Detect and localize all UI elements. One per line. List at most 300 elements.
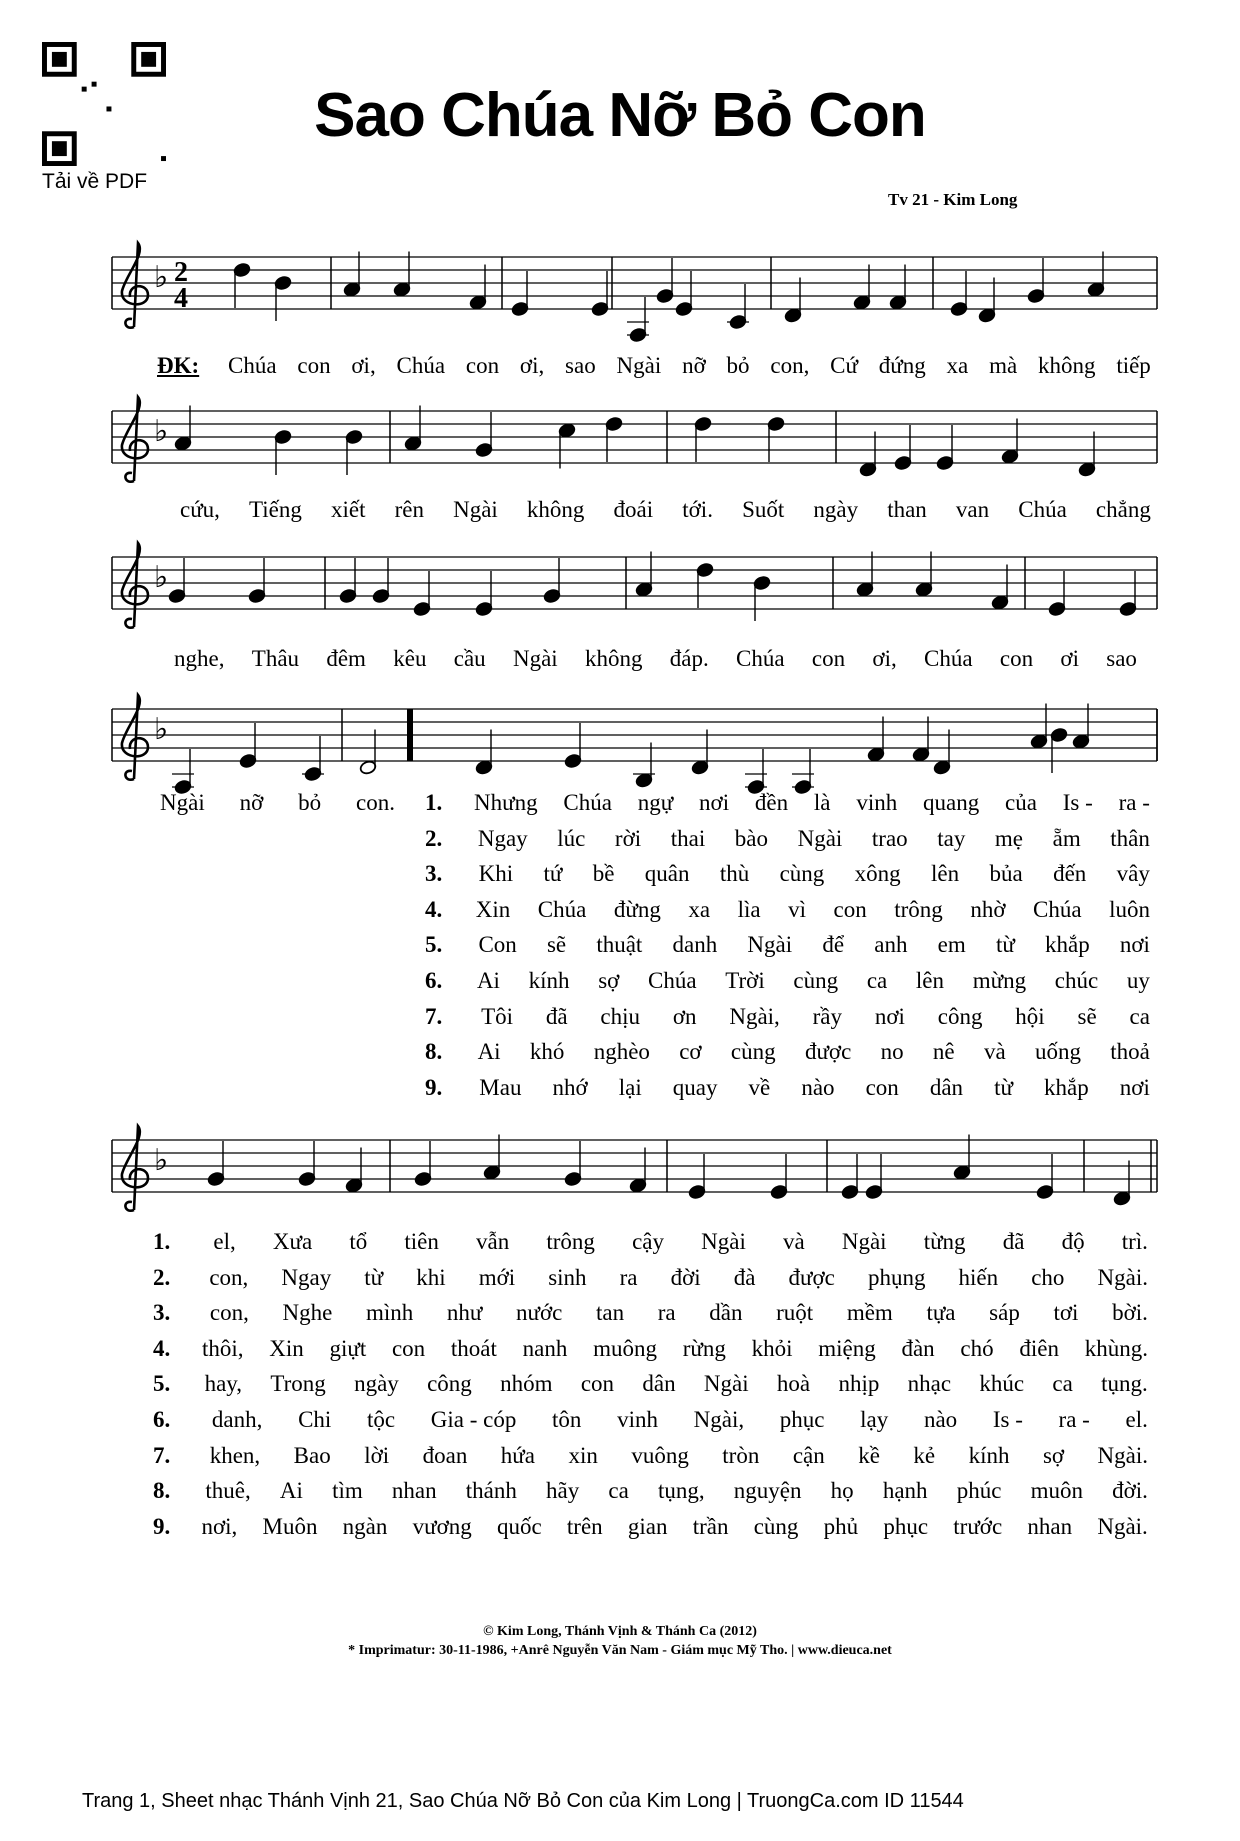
lyric-syllable: ơi, — [519, 353, 545, 378]
lyric-syllable: ngày — [354, 1371, 399, 1397]
note-head — [635, 582, 653, 597]
note-head — [629, 327, 647, 342]
lyric-syllable: nơi, — [201, 1513, 238, 1539]
lyric-syllable: uy — [1126, 968, 1150, 993]
note-head — [978, 308, 996, 323]
lyric-syllable: sẽ — [546, 932, 567, 958]
lyric-syllable: rời — [614, 825, 642, 851]
lyric-syllable: kề — [858, 1442, 880, 1468]
note-head — [1119, 601, 1137, 616]
lyric-syllable: cứu, — [180, 497, 220, 522]
imprimatur-text: * Imprimatur: 30-11-1986, +Anrê Nguyễn Văn Nam - Giám mục Mỹ Tho. | www.dieuca.net — [348, 1643, 892, 1658]
lyric-syllable: xông — [854, 861, 901, 887]
note-head — [635, 773, 653, 788]
treble-clef-icon — [122, 397, 148, 482]
download-pdf-link[interactable]: Tải về PDF — [42, 170, 148, 193]
note-head — [345, 429, 363, 444]
lyric-syllable: ra - — [1118, 790, 1150, 815]
lyric-syllable: vinh — [856, 790, 898, 815]
note-head — [889, 295, 907, 310]
lyric-syllable: van — [955, 497, 990, 522]
note-head — [239, 753, 257, 768]
lyric-syllable: danh — [672, 932, 718, 958]
lyric-syllable: đà — [733, 1264, 756, 1290]
lyric-syllable: trên — [566, 1513, 603, 1539]
lyric-syllable: thù — [719, 861, 750, 887]
lyric-syllable: nhạc — [907, 1371, 952, 1397]
lyric-syllable: ngàn — [342, 1513, 388, 1539]
lyric-syllable: vì — [788, 896, 806, 922]
lyric-syllable: chẳng — [1095, 497, 1151, 522]
lyric-syllable: trao — [871, 825, 908, 851]
lyric-syllable: mà — [989, 353, 1018, 378]
lyric-syllable: Chúa — [648, 968, 697, 993]
verse-line — [153, 1228, 1148, 1256]
lyric-syllable: nhóm — [500, 1371, 553, 1397]
note-head — [841, 1184, 859, 1199]
lyric-syllable: họ — [830, 1478, 854, 1504]
lyric-syllable: lìa — [737, 896, 761, 922]
note-head — [915, 582, 933, 597]
verse-line — [153, 1264, 1148, 1292]
lyric-syllable: chó — [960, 1335, 994, 1361]
lyric-syllable: con, — [209, 1264, 249, 1290]
lyric-syllable: thôi, — [201, 1335, 244, 1361]
verse-number: 9. — [425, 1074, 443, 1100]
lyric-syllable: nhan — [1027, 1513, 1073, 1539]
lyric-syllable: gian — [627, 1513, 668, 1539]
lyric-syllable: dần — [709, 1300, 743, 1326]
note-head — [691, 760, 709, 775]
lyric-syllable: cầu — [453, 646, 486, 671]
lyric-syllable: vinh — [617, 1407, 658, 1432]
lyric-syllable: mới — [478, 1264, 516, 1290]
lyric-syllable: tứ — [543, 861, 563, 887]
lyric-syllable: khen, — [209, 1442, 261, 1468]
lyric-syllable: sẽ — [1077, 1003, 1097, 1029]
lyric-syllable: tiên — [404, 1229, 439, 1254]
lyric-syllable: con — [391, 1335, 426, 1361]
verse-line — [153, 1335, 1148, 1363]
lyric-syllable: sinh — [548, 1264, 587, 1290]
lyric-syllable: nhớ — [552, 1074, 588, 1100]
lyric-syllable: tôn — [552, 1407, 582, 1432]
lyric-syllable: miệng — [818, 1335, 876, 1361]
lyric-syllable: vương — [412, 1513, 472, 1539]
lyric-syllable: nào — [923, 1407, 958, 1432]
note-head — [605, 416, 623, 431]
lyric-syllable: từng — [923, 1229, 966, 1254]
lyric-syllable: kẻ — [913, 1442, 936, 1468]
lyric-syllable: khúc — [979, 1371, 1025, 1397]
refrain-line — [160, 789, 395, 817]
lyric-syllable: quay — [672, 1074, 718, 1100]
lyric-syllable: mẹ — [994, 825, 1024, 851]
note-head — [991, 595, 1009, 610]
lyric-syllable: thân — [1110, 825, 1150, 851]
lyric-syllable: Ngài, — [693, 1407, 745, 1432]
lyric-syllable: đến — [1053, 861, 1087, 887]
lyric-syllable: đã — [1002, 1229, 1025, 1254]
lyric-syllable: đoái — [613, 497, 654, 522]
lyric-syllable: Gia - cóp — [430, 1407, 517, 1432]
lyric-syllable: than — [887, 497, 927, 522]
note-head — [953, 1165, 971, 1180]
lyric-syllable: đêm — [326, 646, 366, 671]
lyric-syllable: đã — [545, 1003, 568, 1029]
lyric-syllable: bào — [734, 825, 769, 851]
lyric-syllable: Thâu — [251, 646, 300, 671]
lyric-syllable: Tôi — [481, 1003, 514, 1029]
note-head — [1113, 1191, 1131, 1206]
lyric-syllable: Ngài — [160, 790, 205, 815]
lyric-syllable: lên — [931, 861, 960, 887]
lyric-syllable: được — [804, 1039, 852, 1065]
lyric-syllable: khỏi — [751, 1335, 793, 1361]
note-head — [859, 462, 877, 477]
lyric-syllable: hiến — [958, 1264, 999, 1290]
page-caption: Trang 1, Sheet nhạc Thánh Vịnh 21, Sao Chúa Nỡ Bỏ Con của Kim Long | TruongCa.com ID 11544 — [82, 1790, 964, 1812]
verse-number: 6. — [425, 968, 443, 993]
lyric-syllable: trông — [546, 1229, 595, 1254]
note-head — [856, 582, 874, 597]
lyric-syllable: đoan — [422, 1442, 468, 1468]
lyric-syllable: là — [813, 790, 831, 815]
note-head — [168, 588, 186, 603]
lyric-syllable: từ — [995, 932, 1015, 958]
verse-line — [425, 896, 1150, 924]
lyric-syllable: no — [880, 1039, 904, 1065]
lyric-syllable: ẵm — [1052, 825, 1081, 851]
verse-line — [153, 1513, 1148, 1541]
lyric-syllable: nước — [516, 1300, 563, 1326]
verse-number: 5. — [425, 932, 443, 958]
lyric-syllable: công — [937, 1003, 983, 1029]
note-head — [729, 314, 747, 329]
note-head — [950, 301, 968, 316]
lyric-syllable: tụng. — [1101, 1371, 1148, 1397]
note-head — [511, 301, 529, 316]
lyric-syllable: Ngài — [703, 1371, 749, 1397]
staff-system — [0, 537, 1240, 627]
verse-number: 1. — [425, 790, 443, 815]
note-head — [656, 288, 674, 303]
lyric-syllable: thai — [670, 825, 706, 851]
lyric-syllable: tiếp — [1116, 353, 1151, 378]
refrain-line — [174, 645, 1137, 673]
lyric-syllable: tới. — [682, 497, 713, 522]
lyric-syllable: nhịp — [838, 1371, 880, 1397]
note-head — [894, 455, 912, 470]
lyric-syllable: cậy — [632, 1229, 664, 1254]
lyric-syllable: và — [983, 1039, 1006, 1065]
lyric-syllable: ca — [1052, 1371, 1073, 1397]
lyric-syllable: Mau — [479, 1074, 522, 1100]
lyric-syllable: Con — [478, 932, 517, 958]
lyric-syllable: bỏ — [726, 353, 750, 378]
lyric-syllable: Chúa — [1018, 497, 1067, 522]
lyric-syllable: sao — [1106, 646, 1137, 671]
lyric-syllable: Ngài, — [729, 1003, 780, 1029]
lyric-syllable: trần — [692, 1513, 729, 1539]
verse-line — [153, 1370, 1148, 1398]
flat-key-signature-icon: ♭ — [154, 414, 169, 449]
lyric-syllable: con — [465, 353, 500, 378]
lyric-syllable: lời — [364, 1442, 390, 1468]
lyric-syllable: sao — [565, 353, 596, 378]
note-head — [404, 436, 422, 451]
treble-clef-icon — [122, 1126, 148, 1211]
verse-line — [425, 860, 1150, 888]
verse-number: 3. — [153, 1300, 171, 1326]
lyric-syllable: Ngài — [797, 825, 843, 851]
lyric-syllable: Cứ — [830, 353, 858, 378]
note-head — [784, 308, 802, 323]
verse-number: 8. — [425, 1039, 443, 1065]
lyric-syllable: vẫn — [476, 1229, 510, 1254]
lyric-syllable: phúc — [956, 1478, 1002, 1504]
treble-clef-icon — [122, 243, 148, 328]
lyric-syllable: Ngài. — [1097, 1513, 1148, 1539]
lyric-syllable: Chúa — [924, 646, 973, 671]
note-head — [413, 601, 431, 616]
time-signature-bottom: 4 — [174, 283, 188, 314]
lyric-syllable: mềm — [846, 1300, 893, 1326]
copyright-text: © Kim Long, Thánh Vịnh & Thánh Ca (2012) — [483, 1624, 757, 1639]
note-head — [483, 1165, 501, 1180]
lyric-syllable: hội — [1015, 1003, 1045, 1029]
note-head — [274, 429, 292, 444]
verse-line — [153, 1442, 1148, 1470]
flat-key-signature-icon: ♭ — [154, 1143, 169, 1178]
lyric-syllable: con — [811, 646, 846, 671]
lyric-syllable: và — [782, 1229, 805, 1254]
verse-number: 6. — [153, 1407, 171, 1432]
lyric-syllable: khùng. — [1084, 1335, 1148, 1361]
note-head — [770, 1184, 788, 1199]
lyric-syllable: nghèo — [593, 1039, 650, 1065]
note-head — [304, 766, 322, 781]
refrain-line — [157, 352, 1151, 380]
staff-system — [0, 689, 1240, 779]
lyric-syllable: hãy — [546, 1478, 580, 1504]
note-head — [298, 1171, 316, 1186]
lyric-syllable: xa — [946, 353, 969, 378]
lyric-syllable: nhờ — [970, 896, 1006, 922]
lyric-syllable: không — [584, 646, 643, 671]
lyric-syllable: quang — [923, 790, 980, 815]
lyric-syllable: hạnh — [882, 1478, 928, 1504]
lyric-syllable: từ — [994, 1074, 1013, 1100]
verse-line — [425, 1074, 1150, 1102]
note-head — [1030, 734, 1048, 749]
lyric-syllable: đáp. — [669, 646, 709, 671]
note-head — [1050, 727, 1068, 742]
staff-system — [0, 1120, 1240, 1210]
lyric-syllable: con — [297, 353, 331, 378]
lyric-syllable: anh — [874, 932, 908, 958]
treble-clef-icon — [122, 543, 148, 628]
note-head — [1072, 734, 1090, 749]
lyric-syllable: khi — [416, 1264, 446, 1290]
note-head — [414, 1171, 432, 1186]
lyric-syllable: lên — [915, 968, 945, 993]
lyric-syllable: đàn — [901, 1335, 935, 1361]
note-head — [274, 275, 292, 290]
lyric-syllable: hứa — [500, 1442, 535, 1468]
lyric-syllable: danh, — [211, 1407, 263, 1432]
verse-number: 7. — [425, 1003, 443, 1029]
lyric-syllable: phục — [779, 1407, 825, 1432]
note-head — [696, 562, 714, 577]
lyric-syllable: trông — [894, 896, 943, 922]
lyric-syllable: Chúa — [563, 790, 612, 815]
lyric-syllable: từ — [364, 1264, 384, 1290]
lyric-syllable: nơi — [1119, 932, 1150, 958]
lyric-syllable: cùng — [730, 1039, 776, 1065]
lyric-syllable: thoát — [450, 1335, 497, 1361]
lyric-syllable: Ai — [477, 1039, 501, 1065]
note-head — [475, 442, 493, 457]
lyric-syllable: rừng — [682, 1335, 726, 1361]
lyric-syllable: ra — [619, 1264, 638, 1290]
song-author: Tv 21 - Kim Long — [888, 190, 1018, 209]
note-head — [248, 588, 266, 603]
lyric-syllable: muông — [593, 1335, 657, 1361]
lyric-syllable: hoà — [776, 1371, 811, 1397]
lyric-syllable: được — [788, 1264, 835, 1290]
verse-line — [153, 1299, 1148, 1327]
lyric-syllable: Xin — [475, 896, 511, 922]
lyric-syllable: độ — [1061, 1229, 1085, 1254]
lyric-syllable: em — [937, 932, 966, 958]
lyric-syllable: thoả — [1110, 1039, 1150, 1065]
lyric-syllable: Bao — [293, 1442, 331, 1468]
lyric-syllable: con — [580, 1371, 615, 1397]
lyric-syllable: quân — [644, 861, 690, 887]
lyric-syllable: như — [446, 1300, 483, 1326]
note-head — [767, 416, 785, 431]
verse-line — [153, 1477, 1148, 1505]
note-head — [865, 1184, 883, 1199]
lyric-syllable: con — [833, 896, 867, 922]
lyric-syllable: kính — [968, 1442, 1010, 1468]
note-head — [675, 301, 693, 316]
note-head — [694, 416, 712, 431]
lyric-syllable: nỡ — [239, 790, 264, 815]
lyric-syllable: dân — [642, 1371, 676, 1397]
note-head — [936, 455, 954, 470]
verse-number: 7. — [153, 1442, 171, 1468]
note-head — [174, 436, 192, 451]
lyric-syllable: Ngài — [512, 646, 558, 671]
lyric-syllable: nơi — [874, 1003, 905, 1029]
lyric-syllable: tan — [595, 1300, 625, 1326]
lyric-syllable: Khi — [478, 861, 514, 887]
lyric-syllable: Muôn — [262, 1513, 318, 1539]
lyric-syllable: trước — [953, 1513, 1003, 1539]
note-head — [1036, 1184, 1054, 1199]
lyric-syllable: thánh — [465, 1478, 517, 1504]
lyric-syllable: Ngài — [841, 1229, 887, 1254]
lyric-syllable: Ngài — [747, 932, 793, 958]
note-head — [343, 282, 361, 297]
lyric-syllable: ngự — [637, 790, 674, 815]
lyric-syllable: Nhưng — [474, 790, 538, 815]
note-head — [207, 1171, 225, 1186]
lyric-syllable: Xưa — [272, 1229, 313, 1254]
lyric-syllable: ruột — [776, 1300, 814, 1326]
lyric-syllable: chúc — [1054, 968, 1099, 993]
verse-line — [425, 1003, 1150, 1031]
lyric-syllable: bỏ — [298, 790, 322, 815]
lyric-syllable: ơn — [672, 1003, 697, 1029]
lyric-syllable: ca — [866, 968, 888, 993]
lyric-syllable: Ngài — [616, 353, 662, 378]
lyric-syllable: el, — [213, 1229, 236, 1254]
lyric-syllable: phục — [883, 1513, 929, 1539]
lyric-syllable: tròn — [722, 1442, 760, 1468]
lyric-syllable: con — [865, 1074, 899, 1100]
lyric-syllable: sợ — [598, 968, 620, 993]
lyric-syllable: kêu — [393, 646, 427, 671]
lyric-syllable: Chúa — [537, 896, 587, 922]
lyric-syllable: con, — [770, 353, 810, 378]
lyric-syllable: ơi — [1060, 646, 1079, 671]
lyric-syllable: Ngài — [453, 497, 498, 522]
lyric-syllable: không — [1038, 353, 1096, 378]
lyric-syllable: lúc — [557, 825, 586, 851]
lyric-syllable: tơi — [1053, 1300, 1079, 1326]
verse-number: 2. — [425, 825, 443, 851]
lyric-syllable: khắp — [1044, 932, 1090, 958]
note-head — [912, 747, 930, 762]
note-head — [1001, 449, 1019, 464]
lyric-syllable: tụng, — [658, 1478, 705, 1504]
lyric-syllable: đừng — [613, 896, 661, 922]
note-head — [359, 760, 377, 775]
note-head — [345, 1178, 363, 1193]
lyric-syllable: thuê, — [205, 1478, 251, 1504]
lyric-syllable: xa — [688, 896, 711, 922]
lyric-syllable: cơ — [679, 1039, 702, 1065]
lyric-syllable: Ngài — [701, 1229, 746, 1254]
lyric-syllable: ra — [657, 1300, 676, 1326]
lyric-syllable: phủ — [823, 1513, 859, 1539]
time-signature-top: 2 — [174, 257, 188, 288]
note-head — [233, 262, 251, 277]
lyric-syllable: tìm — [332, 1478, 363, 1504]
lyric-syllable: cận — [792, 1442, 825, 1468]
note-head — [564, 1171, 582, 1186]
lyric-syllable: Is - — [992, 1407, 1023, 1432]
lyric-syllable: cho — [1031, 1264, 1065, 1290]
lyric-syllable: đứng — [878, 353, 926, 378]
lyric-syllable: uống — [1034, 1039, 1081, 1065]
lyric-syllable: bề — [592, 861, 615, 887]
staff-system — [0, 391, 1240, 481]
note-head — [469, 295, 487, 310]
note-head — [1027, 288, 1045, 303]
note-head — [688, 1184, 706, 1199]
refrain-label: ĐK: — [157, 353, 200, 378]
lyric-syllable: khắp — [1044, 1074, 1089, 1100]
lyric-syllable: Chúa — [396, 353, 446, 378]
lyric-syllable: Ai — [476, 968, 500, 993]
note-head — [853, 295, 871, 310]
verse-line — [425, 967, 1150, 995]
lyric-syllable: muôn — [1030, 1478, 1083, 1504]
